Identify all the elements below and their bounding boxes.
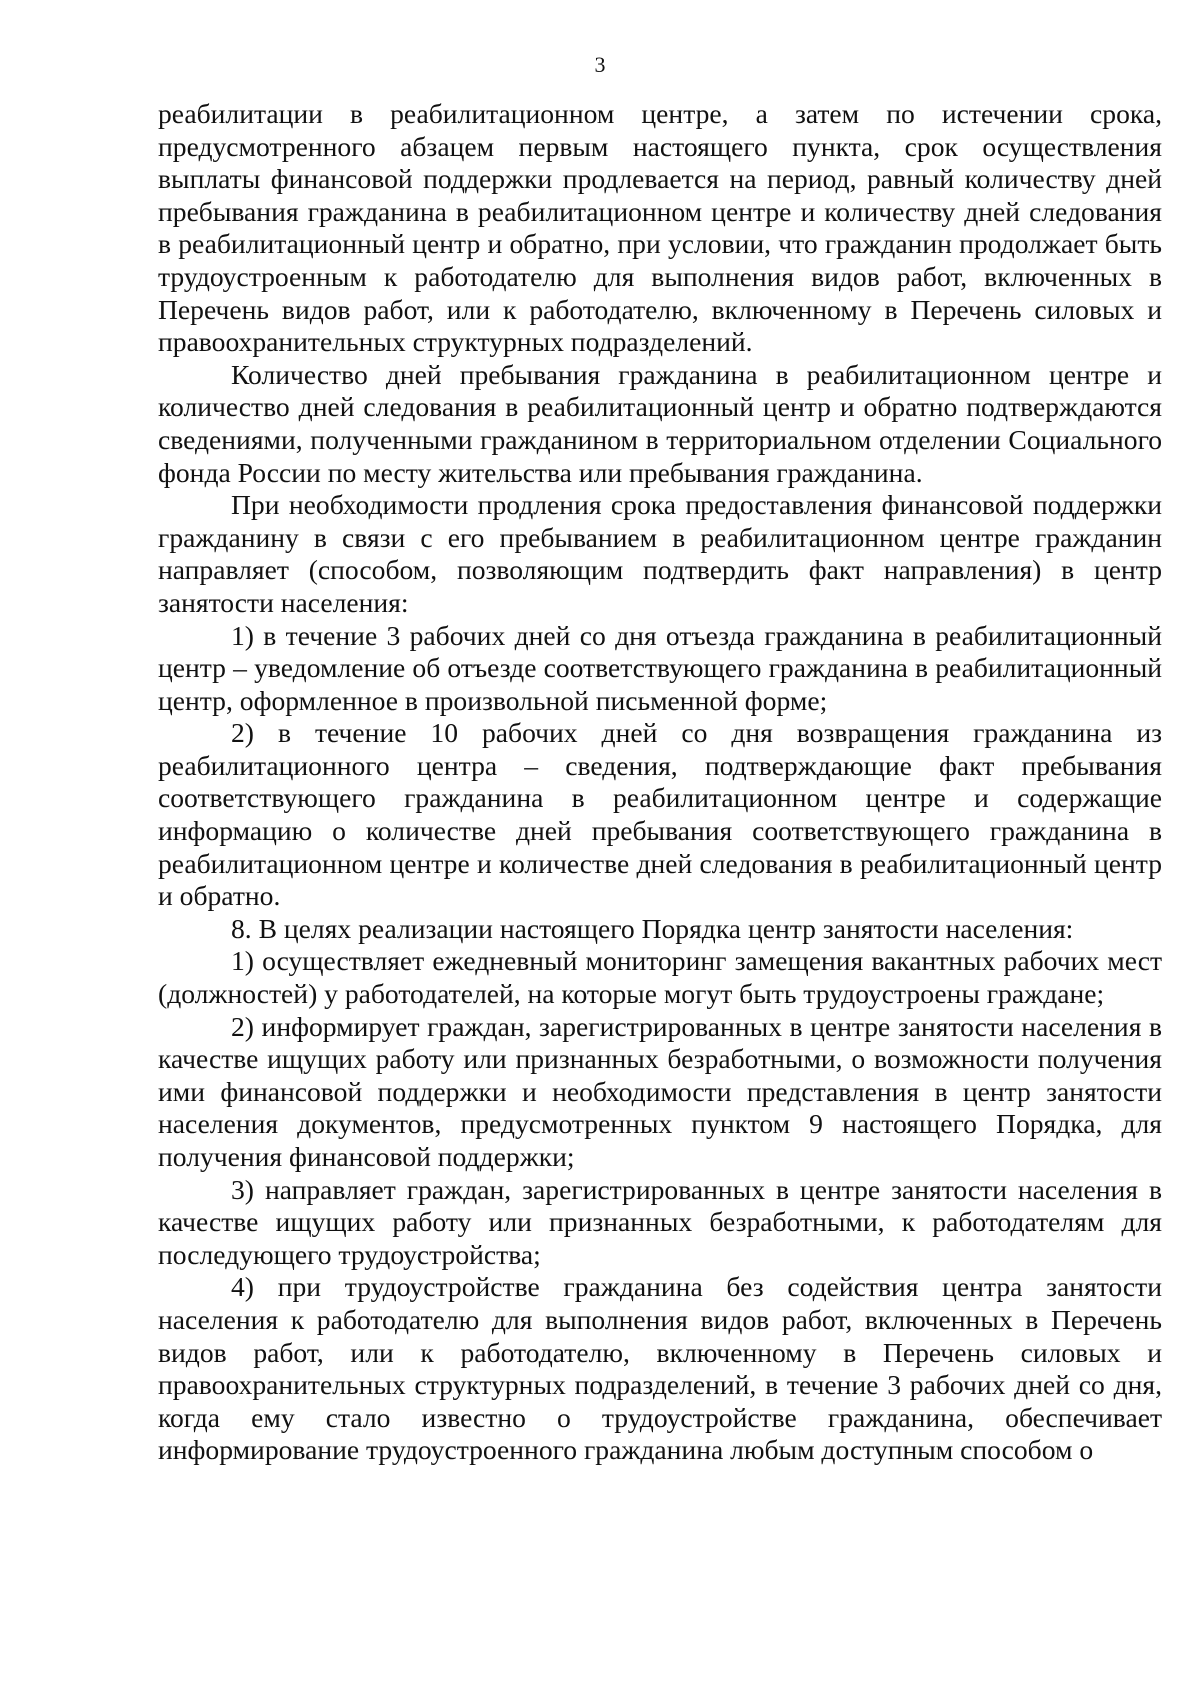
paragraph-extension-request: При необходимости продления срока предоставления финансовой поддержки гражданину в связи с его пребыванием в реабилитационном центре гражданин направляет (способом, позволяющим подтвердить факт направления) в центр занятости населения: <box>158 489 1162 618</box>
paragraph-item-1-departure: 1) в течение 3 рабочих дней со дня отъезда гражданина в реабилитационный центр – уведомление об отъезде соответствующего гражданина в реабилитационный центр, оформленное в произвольной письменной форме; <box>158 619 1162 716</box>
paragraph-8-item-4: 4) при трудоустройстве гражданина без содействия центра занятости населения к работодателю для выполнения видов работ, включенных в Перечень видов работ, или к работодателю, включенному в Перечень силовых и правоохранительных структурных подразделений, в течение 3 рабочих дней со дня, когда ему стало известно о трудоустройстве гражданина, обеспечивает информирование трудоустроенного гражданина любым доступным способом о <box>158 1271 1162 1466</box>
paragraph-8-item-2: 2) информирует граждан, зарегистрированных в центре занятости населения в качестве ищущих работу или признанных безработными, о возможности получения ими финансовой поддержки и необходимости представления в центр занятости населения документов, предусмотренных пунктом 9 настоящего Порядка, для получения финансовой поддержки; <box>158 1010 1162 1172</box>
document-body <box>158 98 1162 1467</box>
paragraph-8-item-1: 1) осуществляет ежедневный мониторинг замещения вакантных рабочих мест (должностей) у работодателей, на которые могут быть трудоустроены граждане; <box>158 945 1162 1010</box>
page-number: 3 <box>594 52 606 77</box>
paragraph-item-2-return: 2) в течение 10 рабочих дней со дня возвращения гражданина из реабилитационного центра – сведения, подтверждающие факт пребывания соответствующего гражданина в реабилитационном центре и содержащие информацию о количестве дней пребывания соответствующего гражданина в реабилитационном центре и количестве дней следования в реабилитационный центр и обратно. <box>158 717 1162 912</box>
paragraph-8-item-3: 3) направляет граждан, зарегистрированных в центре занятости населения в качестве ищущих работу или признанных безработными, к работодателям для последующего трудоустройства; <box>158 1173 1162 1270</box>
paragraph-days-confirmation: Количество дней пребывания гражданина в реабилитационном центре и количество дней следования в реабилитационный центр и обратно подтверждаются сведениями, полученными гражданином в территориальном отделении Социального фонда России по месту жительства или пребывания гражданина. <box>158 358 1162 488</box>
paragraph-continuation: реабилитации в реабилитационном центре, а затем по истечении срока, предусмотренного абзацем первым настоящего пункта, срок осуществления выплаты финансовой поддержки продлевается на период, равный количеству дней пребывания гражданина в реабилитационном центре и количеству дней следования в реабилитационный центр и обратно, при условии, что гражданин продолжает быть трудоустроенным к работодателю для выполнения видов работ, включенных в Перечень видов работ, или к работодателю, включенному в Перечень силовых и правоохранительных структурных подразделений. <box>158 98 1162 358</box>
paragraph-section-8: 8. В целях реализации настоящего Порядка центр занятости населения: <box>231 912 1074 944</box>
